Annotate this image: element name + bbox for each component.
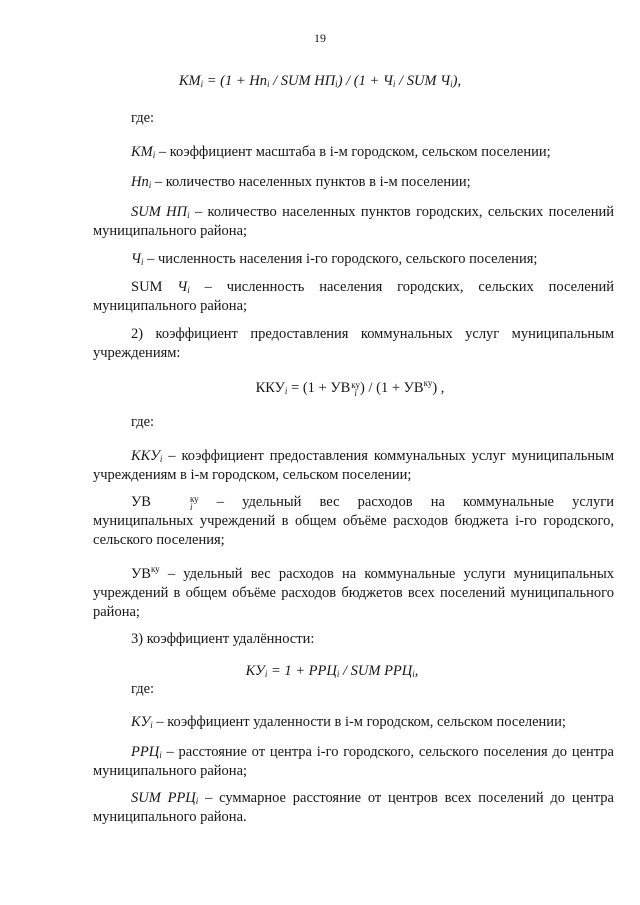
page-number: 19 xyxy=(314,31,326,45)
definition-ch: $Ч_i$ – численность населения i-го городского, сельского поселения; xyxy=(131,251,538,267)
definition-uv-total: $УВ^{ку}$ – удельный вес расходов на коммунальные услуги муниципальных учреждений в общем объёме расходов бюджетов всех поселений муниципального района; xyxy=(93,564,614,620)
item-utilities-coefficient: 2) коэффициент предоставления коммунальных услуг муниципальным учреждениям: xyxy=(93,326,614,361)
definition-rrc: $РРЦ_i$ – расстояние от центра i-го городского, сельского поселения до центра муниципального района; xyxy=(93,744,614,779)
definition-uv-i: УВ ку i – удельный вес расходов на коммунальные услуги муниципальных учреждений в общем объёме расходов бюджета i-го городского, сельского поселения; xyxy=(93,493,614,548)
formula-scale-coefficient: $КМ_i = (1 + Нп_i$ / SUM $НП_i) / (1 + Ч_i$ / SUM $Ч_i$), xyxy=(178,73,462,89)
definition-ku: $КУ_i$ – коэффициент удаленности в i-м городском, сельском поселении; xyxy=(131,714,566,730)
definition-km: $КМ_i$ – коэффициент масштаба в i-м городском, сельском поселении; xyxy=(131,144,551,160)
item-remoteness-coefficient: 3) коэффициент удалённости: xyxy=(131,631,315,647)
definition-sum-np: SUM $НП_i$ – количество населенных пунктов городских, сельских поселений муниципального района; xyxy=(93,204,614,239)
where-label: где: xyxy=(131,110,155,126)
definition-kku: $ККУ_i$ – коэффициент предоставления коммунальных услуг муниципальным учреждениям в i-м городском, сельском поселении; xyxy=(93,448,614,483)
formula-utilities-coefficient: $ККУ_i = (1$ + УВ ку i ) / $(1 + УВ^{ку})$ , xyxy=(255,378,445,398)
definition-sum-rrc: SUM $РРЦ_i$ – суммарное расстояние от центров всех поселений до центра муниципального района. xyxy=(93,790,614,825)
definition-np: $Нп_i$ – количество населенных пунктов в i-м поселении; xyxy=(131,174,471,190)
formula-remoteness-coefficient: $КУ_i = 1 + РРЦ_i$ / SUM $РРЦ_i$, xyxy=(245,663,419,679)
where-label: где: xyxy=(131,681,155,697)
where-label: где: xyxy=(131,414,155,430)
definition-sum-ch: SUM $Ч_i$ – численность населения городских, сельских поселений муниципального района; xyxy=(93,279,614,314)
